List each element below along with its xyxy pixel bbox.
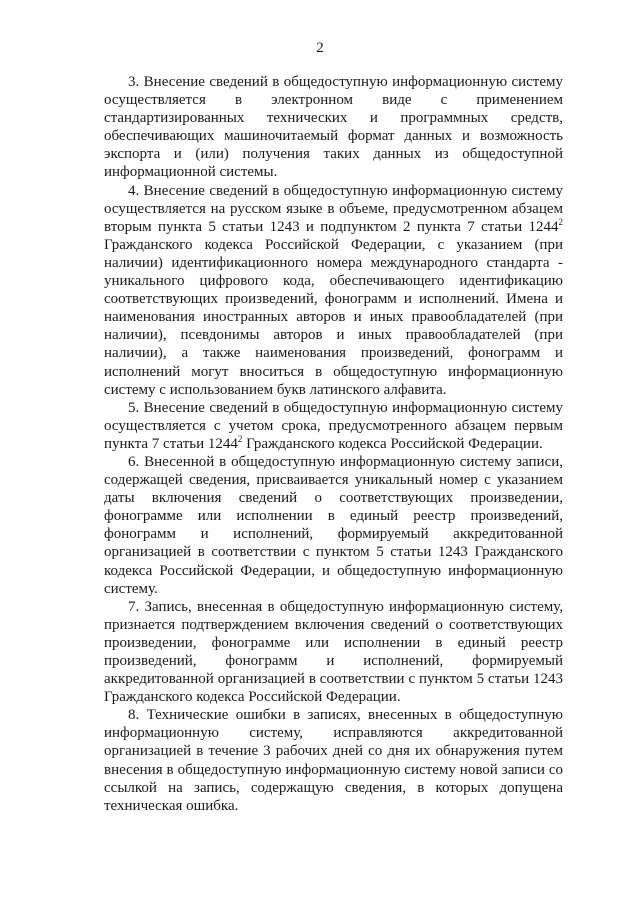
page-number: 2 <box>316 40 324 56</box>
paragraph-5-text-b: Гражданского кодекса Российской Федерации. <box>242 435 543 452</box>
paragraph-7: 7. Запись, внесенная в общедоступную информационную систему, признается подтверждением включения сведений о соответствующих произведении, фонограмме или исполнении в единый реестр произведений, фонограмм и исполнений, формируемый аккредитованной организацией в соответствии с пунктом 5 статьи 1243 Гражданского кодекса Российской Федерации. <box>104 598 563 706</box>
paragraph-6: 6. Внесенной в общедоступную информационную систему записи, содержащей сведения, присваивается уникальный номер с указанием даты включения сведений о соответствующих произведении, фонограмме или исполнении в единый реестр произведений, фонограмм и исполнений, формируемый аккредитованной организацией в соответствии с пунктом 5 статьи 1243 Гражданского кодекса Российской Федерации, и общедоступную информационную систему. <box>104 453 563 597</box>
paragraph-5 <box>104 399 563 453</box>
paragraph-8: 8. Технические ошибки в записях, внесенных в общедоступную информационную систему, исправляются аккредитованной организацией в течение 3 рабочих дней со дня их обнаружения путем внесения в общедоступную информационную систему новой записи со ссылкой на запись, содержащую сведения, в которых допущена техническая ошибка. <box>104 707 563 814</box>
document-body <box>104 73 563 815</box>
paragraph-3: 3. Внесение сведений в общедоступную информационную систему осуществляется в электронном виде с применением стандартизированных технических и программных средств, обеспечивающих машиночитаемый формат данных и возможность экспорта и (или) получения таких данных из общедоступной информационной системы. <box>104 74 563 181</box>
paragraph-4-superscript: 2 <box>558 216 563 227</box>
paragraph-4 <box>104 182 563 399</box>
paragraph-5-superscript: 2 <box>237 433 243 444</box>
paragraph-5-text-a: 5. Внесение сведений в общедоступную информационную систему осуществляется с учетом срока, предусмотренного абзацем первым пункта 7 статьи 1244 <box>104 399 563 452</box>
paragraph-4-text-a: 4. Внесение сведений в общедоступную информационную систему осуществляется на русском языке в объеме, предусмотренном абзацем вторым пункта 5 статьи 1243 и подпунктом 2 пункта 7 статьи 1244 <box>104 182 563 235</box>
paragraph-4-text-b: Гражданского кодекса Российской Федерации, с указанием (при наличии) идентификационного номера международного стандарта - уникального цифрового кода, обеспечивающего идентификацию соответствующих произведений, фонограмм и исполнений. Имена и наименования иностранных авторов и иных правообладателей (при наличии), псевдонимы авторов и иных правообладателей (при наличии), а также наименования произведений, фонограмм и исполнений могут вноситься в общедоступную информационную систему с использованием букв латинского алфавита. <box>104 236 563 398</box>
